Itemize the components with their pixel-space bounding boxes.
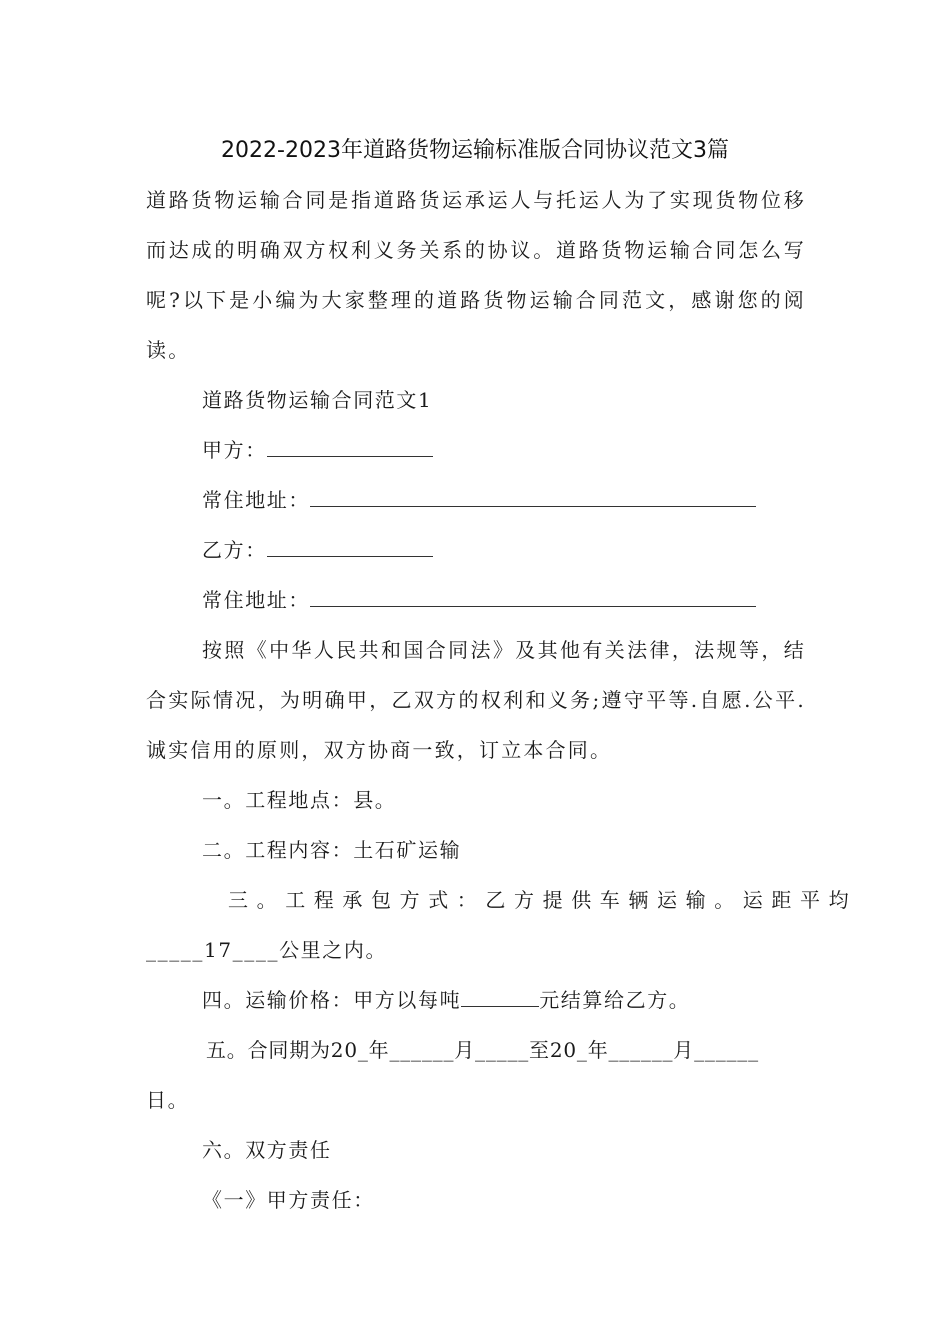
address-b-line — [202, 584, 756, 616]
document-title: 2022-2023年道路货物运输标准版合同协议范文3篇 — [221, 138, 729, 163]
address-a-line — [202, 484, 756, 516]
address-b-blank — [310, 584, 756, 607]
item-3-line-1: 三。工程承包方式：乙方提供车辆运输。运距平均 — [228, 888, 858, 912]
item-2: 二。工程内容：土石矿运输 — [202, 838, 462, 862]
party-a-label: 甲方： — [202, 438, 267, 462]
item-5-line-1: 五。合同期为20_年______月_____至20_年______月______ — [206, 1038, 759, 1062]
price-blank — [461, 984, 539, 1007]
item-6: 六。双方责任 — [202, 1138, 332, 1162]
item-1: 一。工程地点：县。 — [202, 788, 397, 812]
party-b-line — [202, 534, 433, 566]
party-b-label: 乙方： — [202, 538, 267, 562]
party-b-blank — [267, 534, 433, 557]
section-title: 道路货物运输合同范文1 — [202, 388, 433, 412]
distance-value: _____17____ — [146, 938, 280, 962]
intro-paragraph: 道路货物运输合同是指道路货运承运人与托运人为了实现货物位移而达成的明确双方权利义务关系的协议。道路货物运输合同怎么写呢?以下是小编为大家整理的道路货物运输合同范文，感谢您的阅读。 — [146, 188, 806, 362]
item-3-line-2-text: 公里之内。 — [279, 938, 388, 962]
address-a-label: 常住地址： — [202, 488, 310, 512]
preamble-paragraph: 按照《中华人民共和国合同法》及其他有关法律，法规等，结合实际情况，为明确甲，乙双方的权利和义务;遵守平等.自愿.公平.诚实信用的原则，双方协商一致，订立本合同。 — [146, 638, 806, 762]
party-a-line — [202, 434, 433, 466]
item-3-line-2 — [146, 934, 387, 966]
party-a-blank — [267, 434, 433, 457]
item-4-suffix: 元结算给乙方。 — [539, 988, 691, 1012]
address-b-label: 常住地址： — [202, 588, 310, 612]
item-5-line-2: 日。 — [146, 1088, 190, 1112]
address-a-blank — [310, 484, 756, 507]
item-6-sub-1: 《一》甲方责任： — [202, 1188, 375, 1212]
item-4-prefix: 四。运输价格：甲方以每吨 — [202, 988, 462, 1012]
item-4 — [202, 984, 690, 1016]
